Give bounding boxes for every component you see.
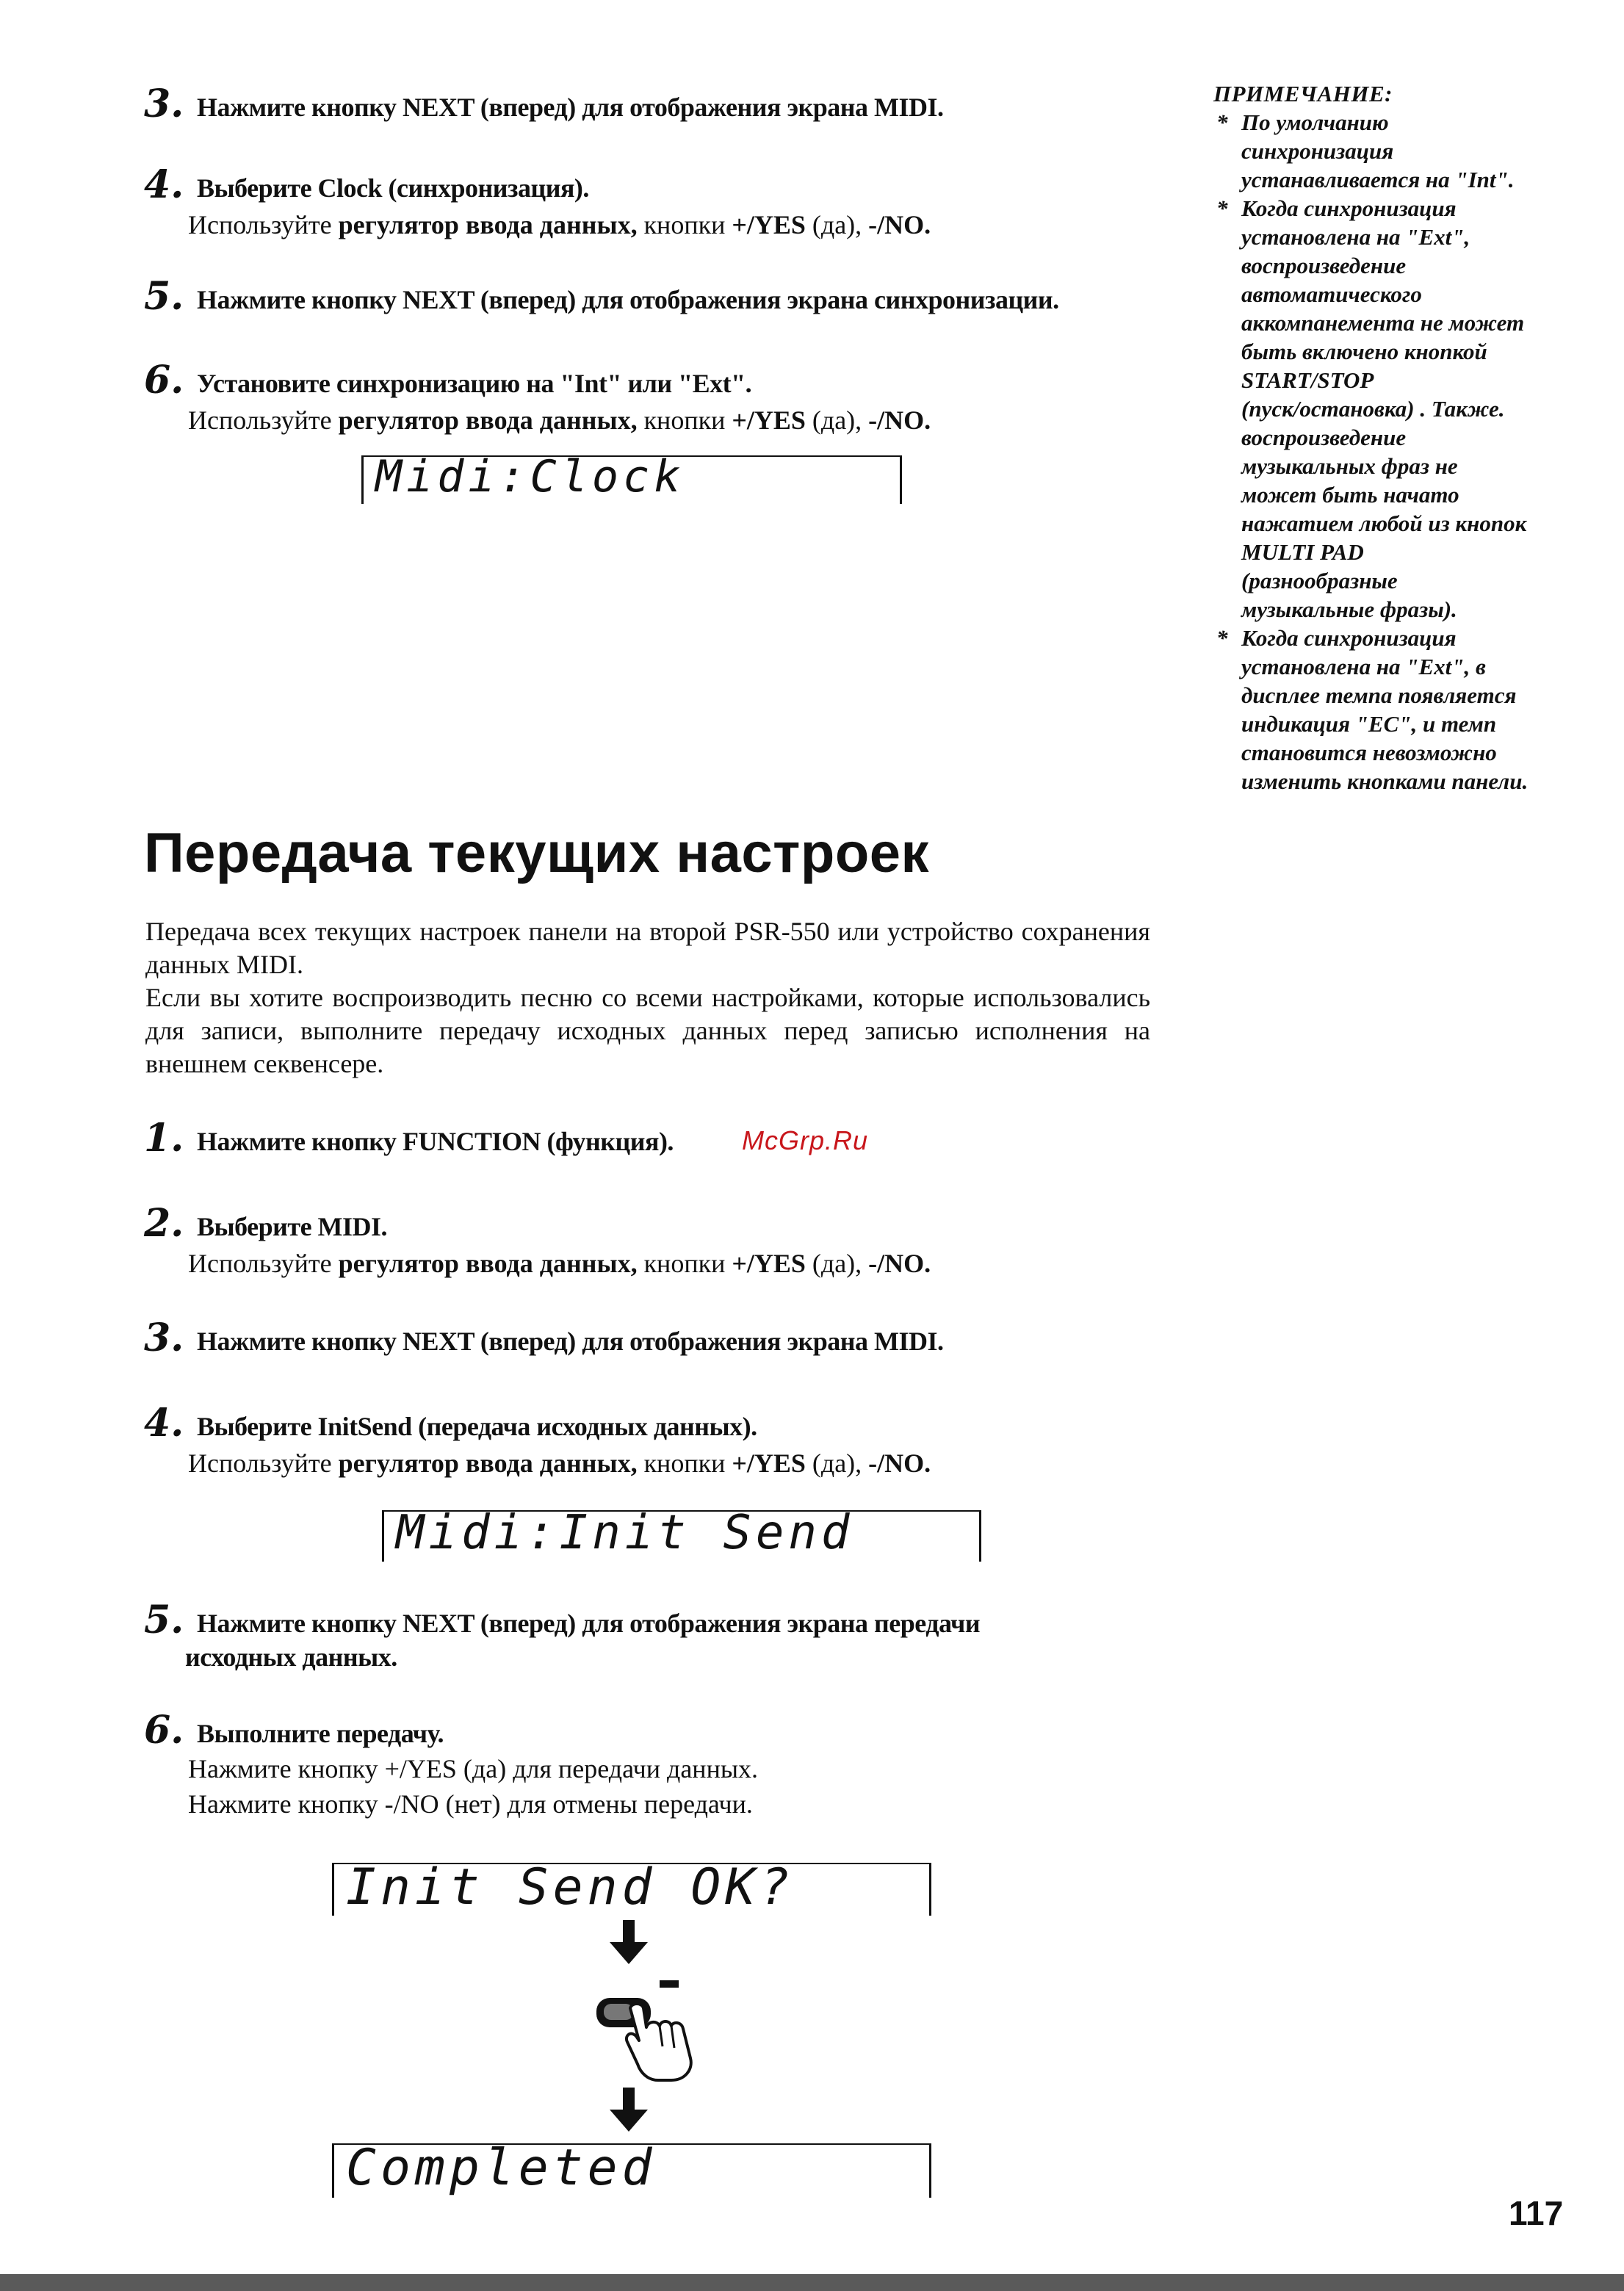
note-line: (разнообразные [1241,568,1398,594]
page-number: 117 [1509,2194,1564,2232]
instruction-part: +/YES [732,210,806,239]
note-line: изменить кнопками панели. [1241,768,1529,794]
instruction-part: Используйте [188,405,339,435]
note-line: установлена на "Ext", [1241,224,1470,250]
lcd-text: Midi:Clock [375,451,685,502]
watermark-link[interactable]: McGrp.Ru [742,1125,869,1155]
scan-edge-bar [0,2274,1624,2291]
instruction-part: (да), [805,1249,869,1278]
lcd-text: Completed [346,2139,657,2197]
note-line: автоматического [1241,281,1422,307]
lcd-text: Midi:Init Send [396,1506,854,1560]
note-item [1213,108,1566,194]
instruction-part: Используйте [188,210,339,239]
note-line: музыкальные фразы). [1241,596,1457,622]
instruction-part: -/NO. [868,405,931,435]
step-instruction [188,403,931,438]
step-number: 6. [144,358,184,403]
step-instruction-no: Нажмите кнопку -/NO (нет) для отмены передачи. [188,1789,753,1819]
note-line: синхронизация [1241,138,1394,164]
step-instruction [188,1446,931,1481]
bullet-star-icon: * [1216,195,1228,221]
step-text: Нажмите кнопку NEXT (вперед) для отображения экрана MIDI. [197,93,944,122]
instruction-part: кнопки [637,210,732,239]
arrow-down-icon [608,1920,649,1966]
step-instruction [188,1246,931,1281]
instruction-part: регулятор ввода данных, [338,210,638,239]
lcd-init-send-ok [332,1858,931,1916]
note-line: устанавливается на "Int". [1241,167,1515,192]
instruction-part: Используйте [188,1448,339,1478]
instruction-part: +/YES [732,405,806,435]
step-number: 3. [144,82,184,126]
note-line: нажатием любой из кнопок [1241,510,1527,536]
step-number: 4. [144,162,184,207]
note-title: ПРИМЕЧАНИЕ: [1213,81,1393,107]
instruction-part: регулятор ввода данных, [338,1448,638,1478]
instruction-part: Используйте [188,1249,339,1278]
step-instruction [188,207,931,242]
note-line: установлена на "Ext", в [1241,654,1486,679]
instruction-part: регулятор ввода данных, [338,1249,638,1278]
note-item [1213,194,1566,624]
instruction-part: -/NO. [868,1448,931,1478]
lcd-midi-clock [361,451,902,504]
step-text: Нажмите кнопку FUNCTION (функция). [197,1127,674,1156]
instruction-part: регулятор ввода данных, [338,405,638,435]
note-line: MULTI PAD [1241,539,1364,565]
step-number: 5. [144,1598,184,1642]
note-line: быть включено кнопкой [1241,339,1487,364]
bullet-star-icon: * [1216,625,1228,651]
step-number: 6. [144,1708,184,1753]
finger-press-button-icon [593,1973,711,2083]
lcd-completed [332,2139,931,2198]
note-line: индикация "ЕС", и темп [1241,711,1497,737]
step-number: 2. [144,1201,184,1246]
note-line: музыкальных фраз не [1241,453,1458,479]
note-line: воспроизведение [1241,253,1407,278]
instruction-part: кнопки [637,405,732,435]
note-line: может быть начато [1241,482,1459,508]
side-note [1213,79,1566,795]
step-text: Нажмите кнопку NEXT (вперед) для отображения экрана синхронизации. [197,285,1059,314]
instruction-part: -/NO. [868,210,931,239]
step-text-continued: исходных данных. [185,1642,397,1672]
note-line: Когда синхронизация [1241,195,1457,221]
bullet-star-icon: * [1216,109,1228,135]
section-heading: Передача текущих настроек [144,822,930,884]
note-line: По умолчанию [1241,109,1389,135]
instruction-part: (да), [805,1448,869,1478]
step-number: 3. [144,1316,184,1360]
step-number: 5. [144,274,184,319]
instruction-part: +/YES [732,1249,806,1278]
instruction-part: +/YES [732,1448,806,1478]
note-line: аккомпанемента не может [1241,310,1525,336]
note-line: воспроизведение [1241,425,1407,450]
intro-paragraph-2: Если вы хотите воспроизводить песню со всеми настройками, которые использовались для записи, выполните передачу исходных данных перед записью исполнения на внешнем секвенсере. [145,983,1150,1078]
step-number: 1. [144,1116,184,1161]
lcd-midi-init-send [382,1506,981,1562]
note-line: становится невозможно [1241,740,1497,765]
note-line: дисплее темпа появляется [1241,682,1517,708]
instruction-part: кнопки [637,1249,732,1278]
note-line: Когда синхронизация [1241,625,1457,651]
arrow-down-icon [608,2088,649,2133]
note-line: START/STOP [1241,367,1374,393]
note-item [1213,624,1566,795]
note-line: (пуск/остановка) . Также. [1241,396,1505,422]
step-text: Нажмите кнопку NEXT (вперед) для отображения экрана передачи [197,1609,981,1638]
instruction-part: -/NO. [868,1249,931,1278]
lcd-text: Init Send OK? [346,1858,795,1916]
step-text: Выберите MIDI. [197,1212,388,1241]
step-number: 4. [144,1401,184,1446]
step-text: Установите синхронизацию на "Int" или "Ext". [197,369,752,398]
step-text: Выполните передачу. [197,1719,444,1748]
instruction-part: (да), [805,405,869,435]
instruction-part: кнопки [637,1448,732,1478]
step-text: Нажмите кнопку NEXT (вперед) для отображения экрана MIDI. [197,1327,944,1356]
intro-paragraph-1: Передача всех текущих настроек панели на второй PSR-550 или устройство сохранения данных MIDI. [145,917,1150,979]
step-text: Выберите Clock (синхронизация). [197,173,589,203]
instruction-part: (да), [805,210,869,239]
step-text: Выберите InitSend (передача исходных данных). [197,1412,757,1441]
step-instruction-yes: Нажмите кнопку +/YES (да) для передачи данных. [188,1754,759,1783]
